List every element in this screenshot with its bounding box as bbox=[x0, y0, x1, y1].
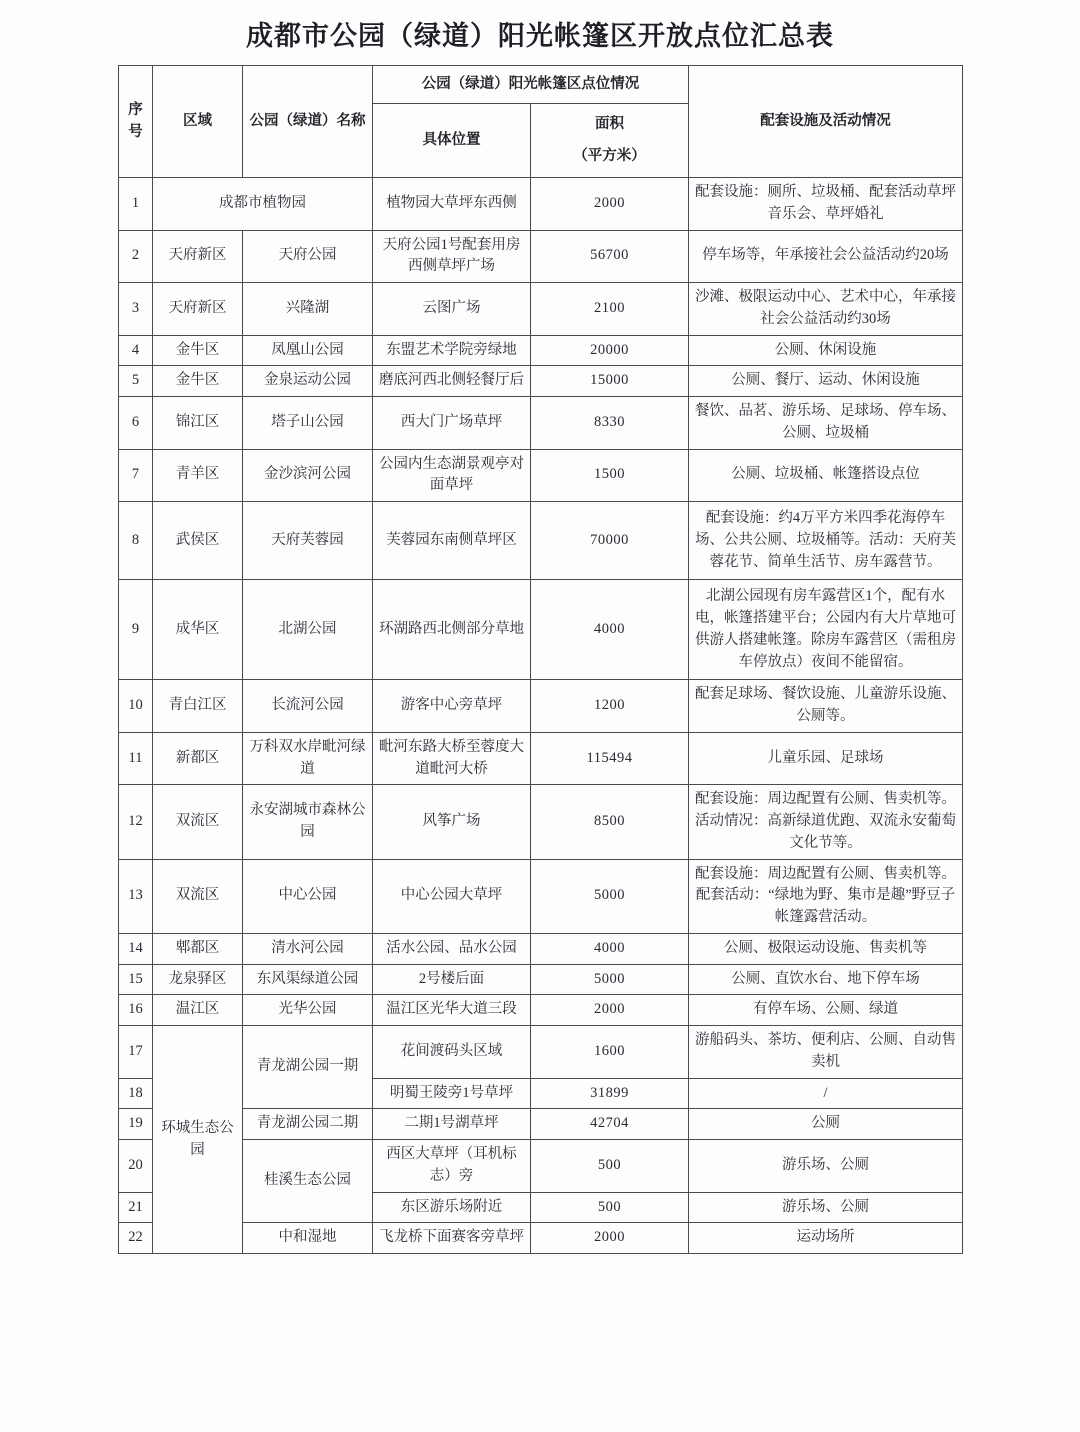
cell-facilities: 儿童乐园、足球场 bbox=[689, 732, 963, 785]
table-row bbox=[119, 1140, 963, 1193]
cell-area: 4000 bbox=[531, 933, 689, 964]
cell-region: 成华区 bbox=[153, 580, 243, 680]
cell-park: 长流河公园 bbox=[243, 680, 373, 733]
table-row bbox=[119, 230, 963, 283]
table-body bbox=[119, 178, 963, 1254]
cell-location: 温江区光华大道三段 bbox=[373, 995, 531, 1026]
cell-area: 42704 bbox=[531, 1109, 689, 1140]
cell-region-merged: 环城生态公园 bbox=[153, 1026, 243, 1254]
cell-park: 天府芙蓉园 bbox=[243, 502, 373, 580]
header-location: 具体位置 bbox=[373, 104, 531, 178]
cell-location: 磨底河西北侧轻餐厅后 bbox=[373, 366, 531, 397]
header-region: 区域 bbox=[153, 66, 243, 178]
cell-no: 16 bbox=[119, 995, 153, 1026]
table-row bbox=[119, 283, 963, 336]
cell-no: 1 bbox=[119, 178, 153, 231]
cell-facilities: 配套设施：周边配置有公厕、售卖机等。配套活动：“绿地为野、集市是趣”野豆子帐篷露营活动。 bbox=[689, 859, 963, 933]
cell-region: 金牛区 bbox=[153, 366, 243, 397]
cell-location: 环湖路西北侧部分草地 bbox=[373, 580, 531, 680]
cell-no: 3 bbox=[119, 283, 153, 336]
cell-no: 9 bbox=[119, 580, 153, 680]
cell-facilities: 配套设施：厕所、垃圾桶、配套活动草坪音乐会、草坪婚礼 bbox=[689, 178, 963, 231]
cell-park: 金泉运动公园 bbox=[243, 366, 373, 397]
table-row bbox=[119, 366, 963, 397]
cell-park: 塔子山公园 bbox=[243, 397, 373, 450]
cell-no: 21 bbox=[119, 1192, 153, 1223]
cell-area: 5000 bbox=[531, 964, 689, 995]
header-facilities: 配套设施及活动情况 bbox=[689, 66, 963, 178]
cell-region: 双流区 bbox=[153, 859, 243, 933]
cell-region: 天府新区 bbox=[153, 283, 243, 336]
cell-facilities: 餐饮、品茗、游乐场、足球场、停车场、公厕、垃圾桶 bbox=[689, 397, 963, 450]
cell-region: 青白江区 bbox=[153, 680, 243, 733]
cell-no: 19 bbox=[119, 1109, 153, 1140]
table-row bbox=[119, 995, 963, 1026]
table-row bbox=[119, 1109, 963, 1140]
cell-area: 2000 bbox=[531, 1223, 689, 1254]
parks-table bbox=[118, 65, 963, 1254]
cell-location: 植物园大草坪东西侧 bbox=[373, 178, 531, 231]
header-tent-group: 公园（绿道）阳光帐篷区点位情况 bbox=[373, 66, 689, 104]
cell-location: 公园内生态湖景观亭对面草坪 bbox=[373, 449, 531, 502]
cell-park-merged: 桂溪生态公园 bbox=[243, 1140, 373, 1223]
cell-no: 13 bbox=[119, 859, 153, 933]
cell-no: 6 bbox=[119, 397, 153, 450]
cell-no: 12 bbox=[119, 785, 153, 859]
cell-location: 东区游乐场附近 bbox=[373, 1192, 531, 1223]
cell-region-park-merged: 成都市植物园 bbox=[153, 178, 373, 231]
cell-facilities: 配套足球场、餐饮设施、儿童游乐设施、公厕等。 bbox=[689, 680, 963, 733]
cell-location: 西大门广场草坪 bbox=[373, 397, 531, 450]
table-row bbox=[119, 502, 963, 580]
table-row bbox=[119, 680, 963, 733]
cell-area: 1500 bbox=[531, 449, 689, 502]
cell-area: 1600 bbox=[531, 1026, 689, 1079]
cell-facilities: 公厕、休闲设施 bbox=[689, 335, 963, 366]
cell-facilities: 游乐场、公厕 bbox=[689, 1140, 963, 1193]
cell-park-merged: 青龙湖公园一期 bbox=[243, 1026, 373, 1109]
cell-park: 清水河公园 bbox=[243, 933, 373, 964]
cell-location: 二期1号湖草坪 bbox=[373, 1109, 531, 1140]
cell-park: 天府公园 bbox=[243, 230, 373, 283]
cell-no: 17 bbox=[119, 1026, 153, 1079]
header-no: 序号 bbox=[119, 66, 153, 178]
cell-no: 15 bbox=[119, 964, 153, 995]
cell-location: 明蜀王陵旁1号草坪 bbox=[373, 1078, 531, 1109]
cell-facilities: 有停车场、公厕、绿道 bbox=[689, 995, 963, 1026]
cell-park: 光华公园 bbox=[243, 995, 373, 1026]
header-area-unit: （平方米） bbox=[573, 147, 646, 164]
cell-no: 4 bbox=[119, 335, 153, 366]
cell-area: 31899 bbox=[531, 1078, 689, 1109]
cell-park: 北湖公园 bbox=[243, 580, 373, 680]
cell-facilities: 北湖公园现有房车露营区1个，配有水电，帐篷搭建平台；公园内有大片草地可供游人搭建帐篷。除房车露营区（需租房车停放点）夜间不能留宿。 bbox=[689, 580, 963, 680]
cell-facilities: / bbox=[689, 1078, 963, 1109]
cell-area: 5000 bbox=[531, 859, 689, 933]
cell-region: 金牛区 bbox=[153, 335, 243, 366]
table-row bbox=[119, 580, 963, 680]
table-row bbox=[119, 1223, 963, 1254]
cell-facilities: 公厕 bbox=[689, 1109, 963, 1140]
cell-facilities: 停车场等，年承接社会公益活动约20场 bbox=[689, 230, 963, 283]
cell-park: 兴隆湖 bbox=[243, 283, 373, 336]
cell-no: 14 bbox=[119, 933, 153, 964]
cell-location: 云图广场 bbox=[373, 283, 531, 336]
cell-no: 10 bbox=[119, 680, 153, 733]
header-park-name: 公园（绿道）名称 bbox=[243, 66, 373, 178]
table-row bbox=[119, 397, 963, 450]
table-row bbox=[119, 933, 963, 964]
cell-park: 青龙湖公园二期 bbox=[243, 1109, 373, 1140]
cell-no: 7 bbox=[119, 449, 153, 502]
table-row bbox=[119, 732, 963, 785]
cell-location: 东盟艺术学院旁绿地 bbox=[373, 335, 531, 366]
cell-area: 56700 bbox=[531, 230, 689, 283]
table-row bbox=[119, 1026, 963, 1079]
cell-location: 飞龙桥下面赛客旁草坪 bbox=[373, 1223, 531, 1254]
cell-facilities: 公厕、餐厅、运动、休闲设施 bbox=[689, 366, 963, 397]
table-row bbox=[119, 178, 963, 231]
cell-area: 500 bbox=[531, 1140, 689, 1193]
cell-location: 游客中心旁草坪 bbox=[373, 680, 531, 733]
cell-area: 70000 bbox=[531, 502, 689, 580]
cell-park: 中心公园 bbox=[243, 859, 373, 933]
cell-facilities: 运动场所 bbox=[689, 1223, 963, 1254]
table-header bbox=[119, 66, 963, 178]
cell-region: 双流区 bbox=[153, 785, 243, 859]
header-row-1 bbox=[119, 66, 963, 104]
cell-park: 凤凰山公园 bbox=[243, 335, 373, 366]
cell-no: 8 bbox=[119, 502, 153, 580]
table-row bbox=[119, 335, 963, 366]
cell-location: 风筝广场 bbox=[373, 785, 531, 859]
cell-park: 中和湿地 bbox=[243, 1223, 373, 1254]
cell-location: 天府公园1号配套用房西侧草坪广场 bbox=[373, 230, 531, 283]
header-area bbox=[531, 104, 689, 178]
cell-facilities: 配套设施：约4万平方米四季花海停车场、公共公厕、垃圾桶等。活动：天府芙蓉花节、简单生活节、房车露营节。 bbox=[689, 502, 963, 580]
cell-location: 活水公园、品水公园 bbox=[373, 933, 531, 964]
cell-no: 2 bbox=[119, 230, 153, 283]
cell-facilities: 公厕、直饮水台、地下停车场 bbox=[689, 964, 963, 995]
cell-area: 2100 bbox=[531, 283, 689, 336]
cell-location: 花间渡码头区域 bbox=[373, 1026, 531, 1079]
cell-facilities: 游乐场、公厕 bbox=[689, 1192, 963, 1223]
cell-area: 2000 bbox=[531, 178, 689, 231]
cell-no: 22 bbox=[119, 1223, 153, 1254]
cell-region: 锦江区 bbox=[153, 397, 243, 450]
cell-area: 15000 bbox=[531, 366, 689, 397]
cell-facilities: 公厕、垃圾桶、帐篷搭设点位 bbox=[689, 449, 963, 502]
cell-area: 20000 bbox=[531, 335, 689, 366]
cell-no: 20 bbox=[119, 1140, 153, 1193]
cell-park: 金沙滨河公园 bbox=[243, 449, 373, 502]
table-row bbox=[119, 449, 963, 502]
cell-park: 万科双水岸毗河绿道 bbox=[243, 732, 373, 785]
cell-region: 温江区 bbox=[153, 995, 243, 1026]
cell-region: 武侯区 bbox=[153, 502, 243, 580]
cell-facilities: 沙滩、极限运动中心、艺术中心，年承接社会公益活动约30场 bbox=[689, 283, 963, 336]
table-row bbox=[119, 964, 963, 995]
cell-location: 2号楼后面 bbox=[373, 964, 531, 995]
cell-facilities: 配套设施：周边配置有公厕、售卖机等。活动情况：高新绿道优跑、双流永安葡萄文化节等。 bbox=[689, 785, 963, 859]
cell-no: 11 bbox=[119, 732, 153, 785]
cell-location: 西区大草坪（耳机标志）旁 bbox=[373, 1140, 531, 1193]
cell-facilities: 游船码头、茶坊、便利店、公厕、自动售卖机 bbox=[689, 1026, 963, 1079]
cell-area: 8330 bbox=[531, 397, 689, 450]
cell-region: 新都区 bbox=[153, 732, 243, 785]
cell-region: 天府新区 bbox=[153, 230, 243, 283]
cell-area: 4000 bbox=[531, 580, 689, 680]
cell-park: 永安湖城市森林公园 bbox=[243, 785, 373, 859]
cell-facilities: 公厕、极限运动设施、售卖机等 bbox=[689, 933, 963, 964]
cell-region: 青羊区 bbox=[153, 449, 243, 502]
cell-park: 东风渠绿道公园 bbox=[243, 964, 373, 995]
cell-area: 500 bbox=[531, 1192, 689, 1223]
cell-location: 芙蓉园东南侧草坪区 bbox=[373, 502, 531, 580]
table-row bbox=[119, 785, 963, 859]
cell-area: 8500 bbox=[531, 785, 689, 859]
cell-no: 5 bbox=[119, 366, 153, 397]
cell-location: 毗河东路大桥至蓉度大道毗河大桥 bbox=[373, 732, 531, 785]
page-title: 成都市公园（绿道）阳光帐篷区开放点位汇总表 bbox=[246, 21, 834, 51]
cell-region: 郫都区 bbox=[153, 933, 243, 964]
cell-area: 1200 bbox=[531, 680, 689, 733]
cell-location: 中心公园大草坪 bbox=[373, 859, 531, 933]
cell-region: 龙泉驿区 bbox=[153, 964, 243, 995]
table-row bbox=[119, 859, 963, 933]
cell-area: 2000 bbox=[531, 995, 689, 1026]
header-area-label: 面积 bbox=[595, 115, 624, 132]
cell-no: 18 bbox=[119, 1078, 153, 1109]
cell-area: 115494 bbox=[531, 732, 689, 785]
